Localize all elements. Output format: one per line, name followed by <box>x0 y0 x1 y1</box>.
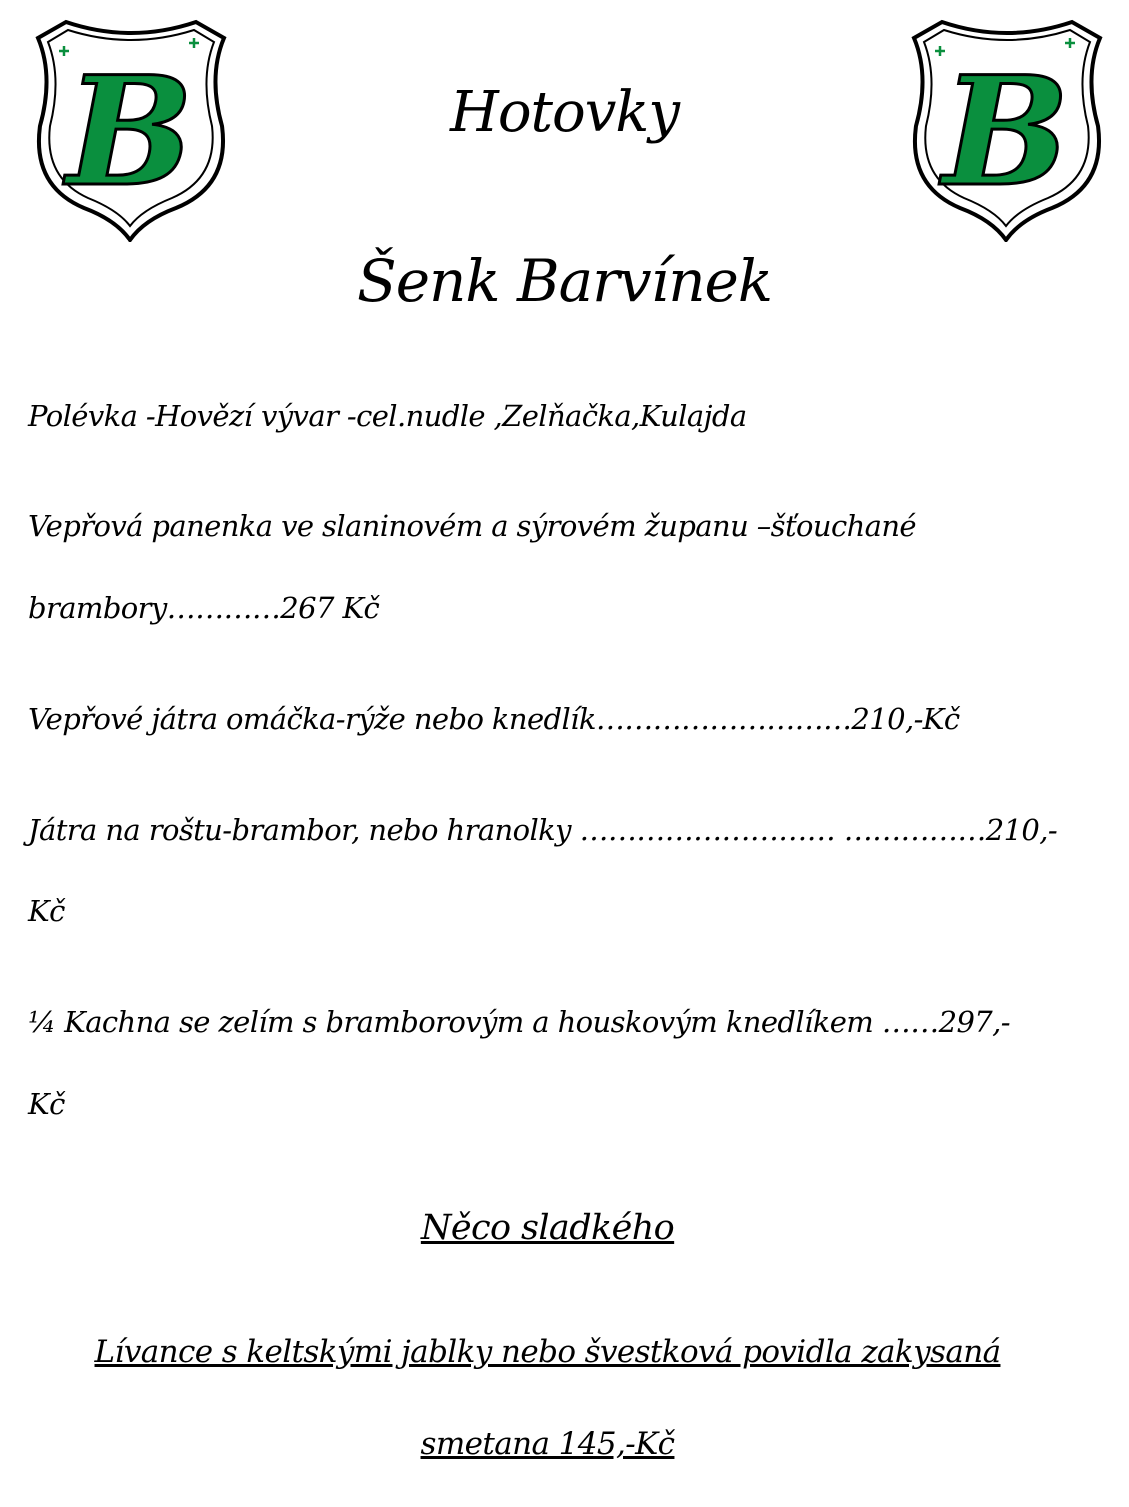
menu-item-pork-liver: Vepřové játra omáčka-rýže nebo knedlík………………………210,-Kč <box>28 702 960 736</box>
menu-item-grilled-liver-cont: Kč <box>28 894 65 928</box>
menu-item-pork-tenderloin-cont: brambory…………267 Kč <box>28 591 380 625</box>
menu-item-grilled-liver: Játra na roštu-brambor, nebo hranolky ……………………… ……………210,- <box>28 813 1058 847</box>
menu-item-duck: ¼ Kachna se zelím s bramborovým a houskovým knedlíkem ……297,- <box>28 1005 1010 1039</box>
crest-letter: B <box>942 44 1070 220</box>
menu-item-pork-tenderloin: Vepřová panenka ve slaninovém a sýrovém županu –šťouchané <box>28 509 916 543</box>
dessert-item: Lívance s keltskými jablky nebo švestková povidla zakysaná <box>94 1334 1001 1370</box>
restaurant-name: Šenk Barvínek <box>356 247 773 315</box>
menu-item-soup: Polévka -Hovězí vývar -cel.nudle ,Zelňačka,Kulajda <box>28 399 747 433</box>
crest-letter: B <box>66 44 194 220</box>
page-title: Hotovky <box>450 80 679 145</box>
dessert-item-cont: smetana 145,-Kč <box>420 1426 675 1462</box>
menu-item-duck-cont: Kč <box>28 1087 65 1121</box>
dessert-heading: Něco sladkého <box>420 1208 675 1248</box>
